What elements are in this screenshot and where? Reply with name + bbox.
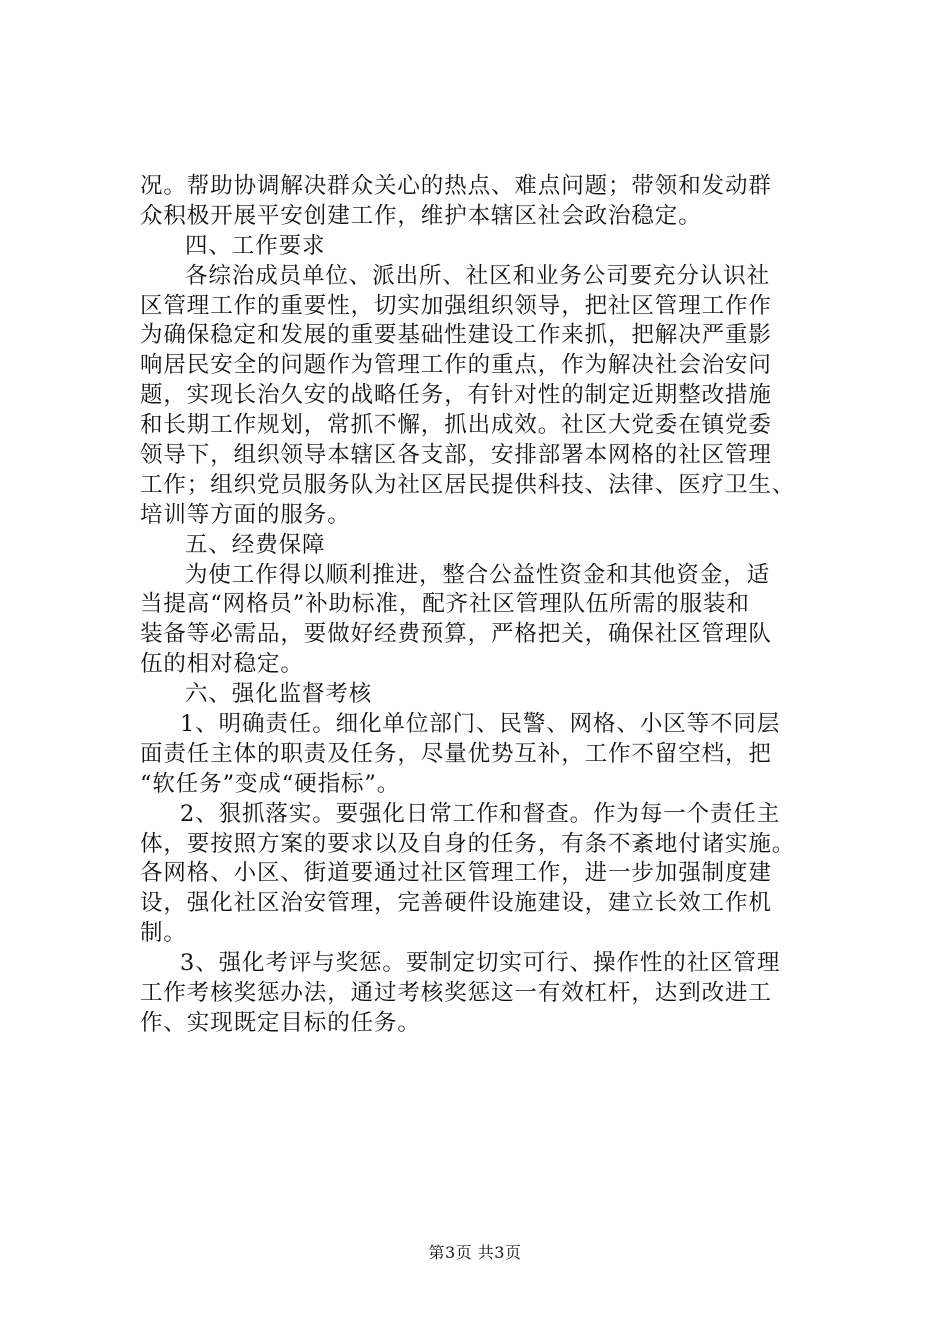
body-line: 各综治成员单位、派出所、社区和业务公司要充分认识社 (185, 262, 771, 289)
body-line: 制。 (140, 920, 187, 947)
section-heading: 四、工作要求 (185, 232, 326, 259)
page-number-footer: 第3页 共3页 (428, 1243, 522, 1262)
body-line: 为确保稳定和发展的重要基础性建设工作来抓，把解决严重影 (140, 322, 772, 349)
body-line: 领导下，组织领导本辖区各支部，安排部署本网格的社区管理 (140, 442, 772, 469)
body-line: 3、强化考评与奖惩。要制定切实可行、操作性的社区管理 (180, 950, 781, 977)
body-line: 1、明确责任。细化单位部门、民警、网格、小区等不同层 (180, 711, 781, 738)
body-line: 作、实现既定目标的任务。 (140, 1009, 421, 1036)
body-line: “软任务”变成“硬指标”。 (140, 770, 401, 797)
body-line: 装备等必需品，要做好经费预算，严格把关，确保社区管理队 (140, 621, 772, 648)
body-line: 区管理工作的重要性，切实加强组织领导，把社区管理工作作 (140, 292, 772, 319)
body-line: 题，实现长治久安的战略任务，有针对性的制定近期整改措施 (140, 382, 772, 409)
section-heading: 五、经费保障 (185, 531, 326, 558)
body-line: 为使工作得以顺利推进，整合公益性资金和其他资金，适 (185, 561, 771, 588)
body-line: 面责任主体的职责及任务，尽量优势互补，工作不留空档，把 (140, 740, 772, 767)
body-line: 众积极开展平安创建工作，维护本辖区社会政治稳定。 (140, 202, 702, 229)
section-heading: 六、强化监督考核 (185, 681, 373, 708)
body-line: 和长期工作规划，常抓不懈，抓出成效。社区大党委在镇党委 (140, 412, 772, 439)
body-line: 工作；组织党员服务队为社区居民提供科技、法律、医疗卫生、 (140, 471, 796, 498)
body-line: 设，强化社区治安管理，完善硬件设施建设，建立长效工作机 (140, 890, 772, 917)
body-line: 各网格、小区、街道要通过社区管理工作，进一步加强制度建 (140, 860, 772, 887)
document-body (140, 172, 830, 1039)
body-line: 况。帮助协调解决群众关心的热点、难点问题；带领和发动群 (140, 173, 772, 199)
body-line: 响居民安全的问题作为管理工作的重点，作为解决社会治安问 (140, 352, 772, 379)
body-line: 当提高“网格员”补助标准，配齐社区管理队伍所需的服装和 (140, 591, 750, 618)
body-line: 工作考核奖惩办法，通过考核奖惩这一有效杠杆，达到改进工 (140, 980, 772, 1007)
body-line: 体，要按照方案的要求以及自身的任务，有条不紊地付诸实施。 (140, 830, 796, 857)
body-line: 2、狠抓落实。要强化日常工作和督查。作为每一个责任主 (180, 800, 781, 827)
body-line: 伍的相对稳定。 (140, 651, 304, 678)
body-line: 培训等方面的服务。 (140, 501, 351, 528)
